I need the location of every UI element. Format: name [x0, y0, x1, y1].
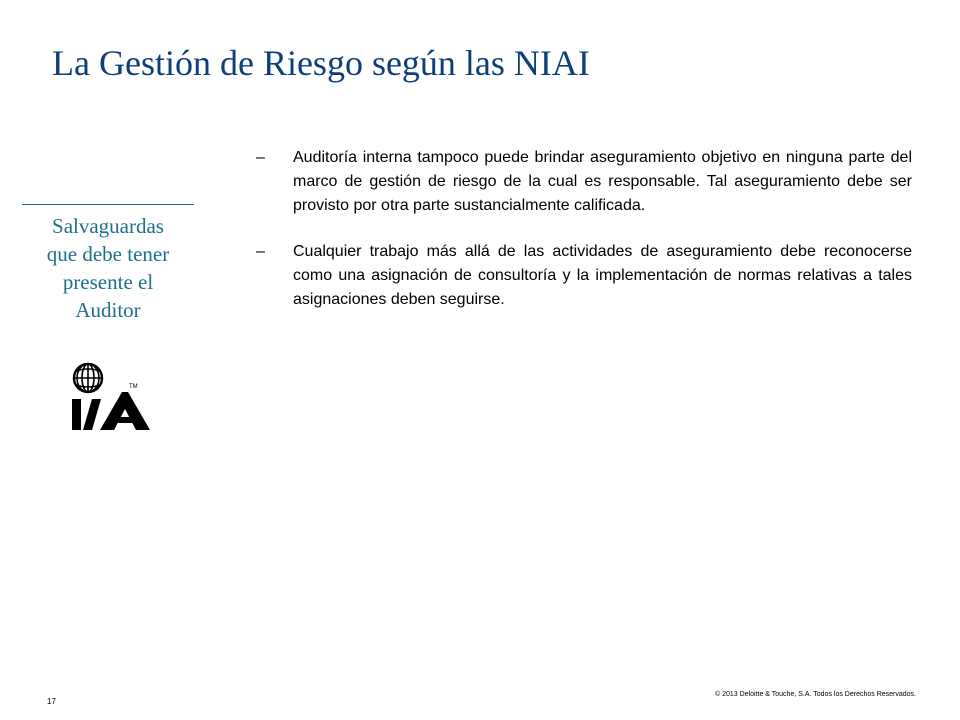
slide-title: La Gestión de Riesgo según las NIAI — [52, 43, 590, 83]
page-number: 17 — [47, 697, 56, 706]
list-item — [256, 146, 912, 218]
bullet-marker: – — [256, 243, 265, 260]
trademark-mark: TM — [129, 384, 138, 390]
iia-logo — [70, 362, 152, 432]
copyright-notice: © 2013 Deloitte & Touche, S.A. Todos los Derechos Reservados. — [714, 691, 916, 698]
bullet-text: Cualquier trabajo más allá de las actividades de aseguramiento debe reconocerse como una asignación de consultoría y la implementación de normas relativas a tales asignaciones deben seguirse. — [293, 243, 912, 308]
list-item — [256, 240, 912, 312]
globe-icon — [74, 364, 102, 392]
bullet-text: Auditoría interna tampoco puede brindar aseguramiento objetivo en ninguna parte del marco de gestión de riesgo de la cual es responsable. Tal aseguramiento debe ser provisto por otra parte sustancialmente calificada. — [293, 149, 912, 214]
sidebar-caption — [16, 212, 200, 324]
sidebar-caption-line: presente el — [62, 270, 154, 294]
bullet-list — [256, 146, 912, 334]
sidebar-caption-line: Auditor — [75, 298, 141, 322]
logo-letters — [72, 392, 150, 430]
sidebar-divider — [22, 204, 194, 205]
sidebar-caption-line: Salvaguardas — [52, 214, 164, 238]
sidebar-caption-line: que debe tener — [46, 242, 170, 266]
bullet-marker: – — [256, 149, 265, 166]
